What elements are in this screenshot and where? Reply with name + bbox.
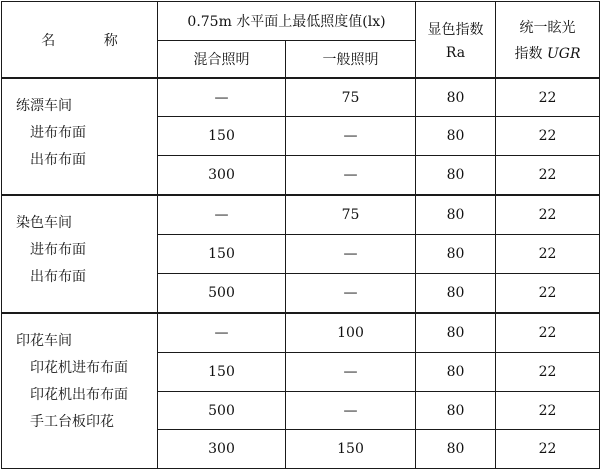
cell-value: 80 (446, 364, 465, 380)
sub-area-label: 印花机进布布面 (30, 360, 128, 376)
cell-value: 80 (446, 207, 465, 223)
table-row (2, 78, 600, 117)
table-row (2, 195, 600, 235)
cell-general (286, 235, 416, 274)
cell-ugr (496, 195, 600, 235)
cell-value: 75 (341, 207, 360, 223)
cell-ugr (496, 117, 600, 156)
cell-value: 150 (337, 441, 364, 457)
cell-ra (416, 313, 496, 353)
cell-mixed (158, 78, 286, 117)
cell-ra (416, 156, 496, 196)
group-name-cell (2, 78, 158, 195)
group-name-list (2, 314, 157, 436)
cell-general (286, 117, 416, 156)
group-name-list (2, 79, 157, 174)
sub-area-label: 进布布面 (30, 242, 86, 258)
workshop-label: 印花车间 (16, 333, 72, 349)
cell-ra (416, 274, 496, 314)
cell-ugr (496, 156, 600, 196)
sub-area-label: 出布布面 (30, 269, 86, 285)
cell-general (286, 195, 416, 235)
cell-value: 80 (446, 325, 465, 341)
table-row (2, 313, 600, 353)
cell-general (286, 313, 416, 353)
cell-value: — (343, 402, 358, 419)
cell-mixed (158, 430, 286, 469)
cell-ra (416, 235, 496, 274)
cell-ra (416, 353, 496, 392)
cell-value: 500 (208, 285, 235, 301)
cell-mixed (158, 117, 286, 156)
cell-value: 80 (446, 167, 465, 183)
cell-value: 75 (341, 89, 360, 106)
cell-value: 500 (208, 402, 235, 419)
cell-value: — (343, 128, 358, 144)
sub-area-label: 出布布面 (30, 152, 86, 168)
header-ra: 显色指数 Ra (416, 2, 496, 79)
cell-general (286, 156, 416, 196)
cell-value: 80 (446, 89, 465, 106)
cell-value: 300 (208, 167, 235, 183)
cell-value: — (214, 207, 229, 223)
cell-value: 80 (446, 128, 465, 144)
cell-ugr (496, 353, 600, 392)
cell-ugr (496, 274, 600, 314)
cell-mixed (158, 392, 286, 430)
workshop-label: 染色车间 (16, 215, 72, 231)
cell-general (286, 430, 416, 469)
cell-value: 22 (538, 167, 557, 183)
cell-value: 80 (446, 246, 465, 262)
cell-value: 22 (538, 89, 557, 106)
cell-value: — (343, 285, 358, 301)
cell-general (286, 78, 416, 117)
cell-value: 22 (538, 325, 557, 341)
cell-ra (416, 195, 496, 235)
cell-value: 22 (538, 364, 557, 380)
header-mixed: 混合照明 (158, 41, 286, 79)
cell-ra (416, 430, 496, 469)
cell-value: 150 (208, 128, 235, 144)
cell-value: 22 (538, 207, 557, 223)
cell-mixed (158, 274, 286, 314)
workshop-label: 练漂车间 (16, 98, 72, 114)
sub-area-label: 手工台板印花 (30, 414, 114, 430)
cell-value: — (214, 325, 229, 341)
cell-value: — (343, 167, 358, 183)
cell-value: 22 (538, 402, 557, 419)
cell-mixed (158, 195, 286, 235)
group-name-list (2, 196, 157, 291)
cell-ugr (496, 392, 600, 430)
cell-value: 22 (538, 285, 557, 301)
cell-value: 150 (208, 364, 235, 380)
sub-area-label: 印花机出布布面 (30, 387, 128, 403)
header-ugr: 统一眩光 指数 UGR (496, 2, 600, 79)
cell-value: — (343, 364, 358, 380)
header-row-1 (2, 2, 600, 41)
cell-value: 80 (446, 402, 465, 419)
cell-value: 80 (446, 441, 465, 457)
cell-value: 22 (538, 441, 557, 457)
cell-general (286, 353, 416, 392)
cell-value: 150 (208, 246, 235, 262)
cell-general (286, 274, 416, 314)
group-name-cell (2, 313, 158, 469)
cell-ra (416, 78, 496, 117)
header-name: 名 称 (2, 2, 158, 79)
cell-mixed (158, 235, 286, 274)
cell-value: 80 (446, 285, 465, 301)
header-illuminance-group: 0.75m 水平面上最低照度值(lx) (158, 2, 416, 41)
group-name-cell (2, 195, 158, 313)
cell-value: 100 (337, 325, 364, 341)
cell-mixed (158, 353, 286, 392)
cell-general (286, 392, 416, 430)
cell-mixed (158, 313, 286, 353)
cell-value: 22 (538, 246, 557, 262)
illuminance-table (1, 1, 600, 469)
header-general: 一般照明 (286, 41, 416, 79)
cell-ugr (496, 235, 600, 274)
cell-value: 22 (538, 128, 557, 144)
cell-mixed (158, 156, 286, 196)
cell-value: — (343, 246, 358, 262)
sub-area-label: 进布布面 (30, 125, 86, 141)
cell-value: — (214, 89, 229, 106)
cell-ugr (496, 313, 600, 353)
cell-ugr (496, 78, 600, 117)
cell-ra (416, 117, 496, 156)
cell-ra (416, 392, 496, 430)
cell-ugr (496, 430, 600, 469)
cell-value: 300 (208, 441, 235, 457)
